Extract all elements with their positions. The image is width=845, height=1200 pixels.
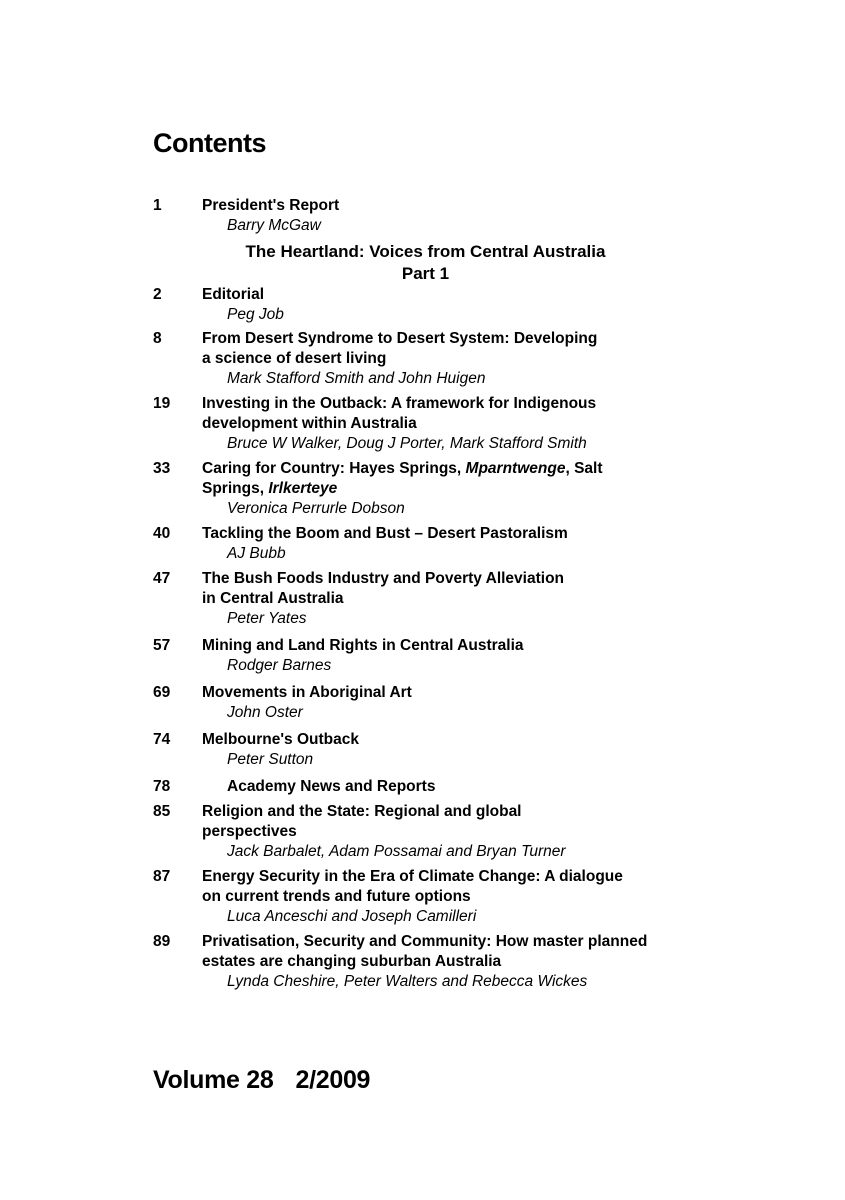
title-part-italic: Irlkerteye (268, 480, 338, 497)
entry-author: Veronica Perrurle Dobson (227, 500, 405, 517)
page-number: 2 (153, 286, 162, 303)
entry-author: Bruce W Walker, Doug J Porter, Mark Stafford Smith (227, 435, 587, 452)
entry-author: Rodger Barnes (227, 657, 332, 674)
entry-author: AJ Bubb (227, 545, 286, 562)
page-number: 78 (153, 778, 171, 795)
entry-title-line2: a science of desert living (202, 350, 387, 367)
toc-entry-presidents-report[interactable] (153, 196, 713, 236)
toc-entry-desert-syndrome[interactable] (153, 329, 713, 389)
page-number: 33 (153, 460, 171, 477)
page-title: Contents (153, 128, 266, 158)
entry-author: Jack Barbalet, Adam Possamai and Bryan Turner (227, 843, 566, 860)
entry-author: Mark Stafford Smith and John Huigen (227, 370, 486, 387)
title-part-italic: Mparntwenge (465, 460, 566, 477)
page-number: 1 (153, 197, 162, 214)
entry-title-line1: Investing in the Outback: A framework for Indigenous (202, 395, 597, 412)
volume-number: Volume 28 (153, 1066, 274, 1094)
toc-entry-melbournes-outback[interactable] (153, 730, 713, 770)
page-number: 40 (153, 525, 171, 542)
entry-title-line1: From Desert Syndrome to Desert System: Developing (202, 330, 598, 347)
entry-title-line2: estates are changing suburban Australia (202, 953, 502, 970)
toc-entry-boom-and-bust[interactable] (153, 524, 713, 564)
page-number: 87 (153, 868, 171, 885)
entry-title: Academy News and Reports (227, 778, 436, 795)
entry-title-line1 (202, 459, 713, 479)
entry-title: Tackling the Boom and Bust – Desert Pastoralism (202, 525, 568, 542)
entry-title: Mining and Land Rights in Central Australia (202, 637, 524, 654)
page-number: 19 (153, 395, 171, 412)
title-part: , Salt (565, 460, 603, 477)
page-number: 85 (153, 803, 171, 820)
entry-author: Luca Anceschi and Joseph Camilleri (227, 908, 477, 925)
entry-title-line2: in Central Australia (202, 590, 344, 607)
volume-footer (153, 1066, 370, 1095)
entry-author: Peter Sutton (227, 751, 314, 768)
page-number: 89 (153, 933, 171, 950)
entry-title-line1: Energy Security in the Era of Climate Change: A dialogue (202, 868, 623, 885)
entry-author: Lynda Cheshire, Peter Walters and Rebecca Wickes (227, 973, 588, 990)
entry-title-line2: development within Australia (202, 415, 417, 432)
toc-entry-academy-news[interactable] (153, 777, 713, 797)
title-part: Caring for Country: Hayes Springs, (202, 460, 466, 477)
page-number: 57 (153, 637, 171, 654)
title-part: Springs, (202, 480, 269, 497)
entry-author: Barry McGaw (227, 217, 321, 234)
entry-title: Editorial (202, 286, 265, 303)
toc-entry-mining-land-rights[interactable] (153, 636, 713, 676)
toc-entry-bush-foods[interactable] (153, 569, 713, 629)
toc-entry-religion-state[interactable] (153, 802, 713, 862)
toc-entry-editorial[interactable] (153, 285, 713, 325)
toc-entry-aboriginal-art[interactable] (153, 683, 713, 723)
toc-entry-energy-security[interactable] (153, 867, 713, 927)
section-heading-line2: Part 1 (401, 264, 450, 283)
page-number: 47 (153, 570, 171, 587)
entry-title: Movements in Aboriginal Art (202, 684, 412, 701)
issue-number: 2/2009 (295, 1066, 371, 1094)
section-heading (153, 241, 713, 285)
section-heading-line1: The Heartland: Voices from Central Australia (245, 242, 606, 261)
page-number: 8 (153, 330, 162, 347)
toc-entry-caring-for-country[interactable] (153, 459, 713, 519)
entry-title-line2: perspectives (202, 823, 297, 840)
entry-title-line2: on current trends and future options (202, 888, 471, 905)
entry-author: Peter Yates (227, 610, 307, 627)
entry-title-line1: The Bush Foods Industry and Poverty Alleviation (202, 570, 565, 587)
table-of-contents (153, 196, 713, 992)
toc-entry-privatisation-security[interactable] (153, 932, 713, 992)
entry-title-line1: Religion and the State: Regional and global (202, 803, 522, 820)
toc-entry-investing-outback[interactable] (153, 394, 713, 454)
entry-title: President's Report (202, 197, 340, 214)
page-number: 74 (153, 731, 171, 748)
entry-title-line2 (202, 479, 713, 499)
page-number: 69 (153, 684, 171, 701)
entry-author: Peg Job (227, 306, 284, 323)
entry-title-line1: Privatisation, Security and Community: How master planned (202, 933, 648, 950)
entry-author: John Oster (227, 704, 303, 721)
entry-title: Melbourne's Outback (202, 731, 359, 748)
